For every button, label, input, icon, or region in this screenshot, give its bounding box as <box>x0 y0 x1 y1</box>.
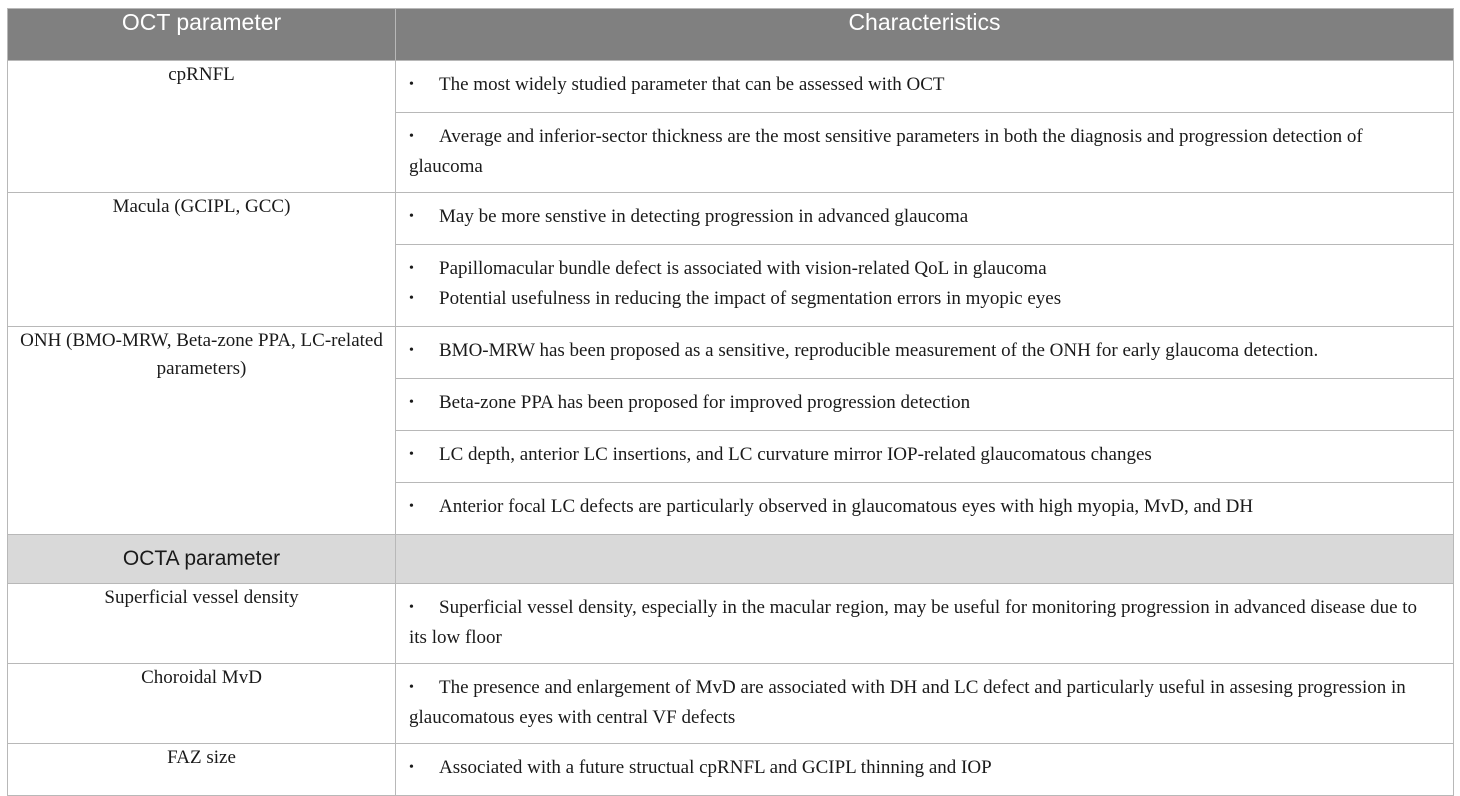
bullet-line <box>409 389 1439 419</box>
bullet-line <box>409 594 1439 652</box>
table-row <box>8 584 1454 664</box>
characteristic-item <box>396 379 1453 431</box>
bullet-text: Average and inferior-sector thickness are the most sensitive parameters in both the diagnosis and progression detection of glaucoma <box>409 126 1363 177</box>
characteristic-item <box>396 584 1453 663</box>
bullet-icon <box>409 493 439 523</box>
characteristic-item <box>396 113 1453 192</box>
bullet-icon <box>409 441 439 471</box>
bullet-text: Anterior focal LC defects are particularly observed in glaucomatous eyes with high myopia, MvD, and DH <box>439 496 1254 517</box>
characteristic-item <box>396 327 1453 379</box>
characteristics-cell <box>396 664 1454 744</box>
characteristics-cell <box>396 744 1454 796</box>
bullet-line <box>409 493 1439 523</box>
bullet-icon <box>409 337 439 367</box>
bullet-text: May be more senstive in detecting progression in advanced glaucoma <box>439 206 969 227</box>
bullet-text: Beta-zone PPA has been proposed for improved progression detection <box>439 392 971 413</box>
bullet-icon <box>409 594 439 624</box>
parameter-cell: Choroidal MvD <box>8 664 396 744</box>
bullet-icon <box>409 203 439 233</box>
bullet-text: The presence and enlargement of MvD are associated with DH and LC defect and particularly useful in assesing progression in glaucomatous eyes with central VF defects <box>409 677 1406 728</box>
table-header-row <box>8 9 1454 61</box>
bullet-icon <box>409 674 439 704</box>
octa-section-row <box>8 535 1454 584</box>
bullet-line <box>409 123 1439 181</box>
characteristics-cell <box>396 193 1454 327</box>
bullet-line <box>409 255 1439 285</box>
characteristic-item <box>396 193 1453 245</box>
characteristic-item <box>396 744 1453 795</box>
characteristics-cell <box>396 61 1454 193</box>
header-oct-parameter: OCT parameter <box>8 9 396 61</box>
bullet-text: The most widely studied parameter that can be assessed with OCT <box>439 74 945 95</box>
bullet-line <box>409 285 1439 315</box>
header-characteristics: Characteristics <box>396 9 1454 61</box>
bullet-line <box>409 203 1439 233</box>
characteristic-item <box>396 483 1453 534</box>
bullet-text: Papillomacular bundle defect is associated with vision-related QoL in glaucoma <box>439 258 1047 279</box>
table-row <box>8 193 1454 327</box>
parameter-cell: Superficial vessel density <box>8 584 396 664</box>
table-row <box>8 664 1454 744</box>
parameter-cell: ONH (BMO-MRW, Beta-zone PPA, LC-related parameters) <box>8 327 396 535</box>
octa-section-empty-cell <box>396 535 1454 584</box>
characteristic-item <box>396 245 1453 326</box>
table-row <box>8 327 1454 535</box>
bullet-text: Superficial vessel density, especially in the macular region, may be useful for monitoring progression in advanced disease due to its low floor <box>409 597 1418 648</box>
bullet-icon <box>409 123 439 153</box>
bullet-text: Potential usefulness in reducing the impact of segmentation errors in myopic eyes <box>439 288 1062 309</box>
bullet-line <box>409 754 1439 784</box>
bullet-text: Associated with a future structual cpRNFL and GCIPL thinning and IOP <box>439 757 992 778</box>
parameter-cell: Macula (GCIPL, GCC) <box>8 193 396 327</box>
table-row <box>8 61 1454 193</box>
oct-octa-parameters-table <box>7 8 1454 796</box>
octa-section-label: OCTA parameter <box>8 535 396 584</box>
characteristics-cell <box>396 584 1454 664</box>
bullet-line <box>409 71 1439 101</box>
bullet-icon <box>409 71 439 101</box>
bullet-line <box>409 337 1439 367</box>
characteristic-item <box>396 61 1453 113</box>
bullet-icon <box>409 285 439 315</box>
bullet-text: LC depth, anterior LC insertions, and LC curvature mirror IOP-related glaucomatous changes <box>439 444 1152 465</box>
bullet-line <box>409 674 1439 732</box>
characteristic-item <box>396 431 1453 483</box>
characteristics-cell <box>396 327 1454 535</box>
bullet-line <box>409 441 1439 471</box>
table-row <box>8 744 1454 796</box>
bullet-icon <box>409 255 439 285</box>
bullet-icon <box>409 389 439 419</box>
parameter-cell: FAZ size <box>8 744 396 796</box>
bullet-icon <box>409 754 439 784</box>
characteristic-item <box>396 664 1453 743</box>
bullet-text: BMO-MRW has been proposed as a sensitive, reproducible measurement of the ONH for early glaucoma detection. <box>439 340 1319 361</box>
parameter-cell: cpRNFL <box>8 61 396 193</box>
